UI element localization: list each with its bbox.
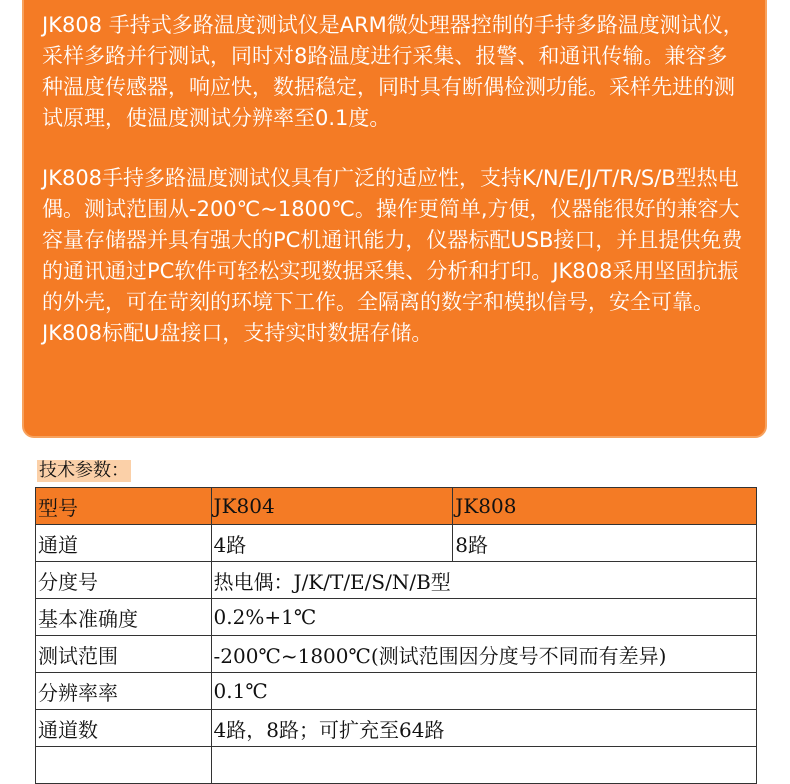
intro-panel [22, 0, 767, 438]
row-label-cell: 分辨率率 [36, 673, 212, 710]
table-row [36, 562, 757, 599]
row-label-cell: 测试范围 [36, 636, 212, 673]
table-row [36, 747, 757, 784]
row-value-cell: 0.2%+1℃ [211, 599, 756, 636]
header-label-cell: 型号 [36, 488, 212, 525]
table-row [36, 525, 757, 562]
row-label-cell: 基本准确度 [36, 599, 212, 636]
row-value-cell: 热电偶：J/K/T/E/S/N/B型 [211, 562, 756, 599]
table-row [36, 636, 757, 673]
row-value-cell: 8路 [453, 525, 757, 562]
header-model-2-cell: JK808 [453, 488, 757, 525]
row-label-cell [36, 747, 212, 784]
table-header-row [36, 488, 757, 525]
intro-paragraph-1: JK808 手持式多路温度测试仪是ARM微处理器控制的手持多路温度测试仪，采样多路并行测试，同时对8路温度进行采集、报警、和通讯传输。兼容多种温度传感器，响应快，数据稳定，同时具有断偶检测功能。采样先进的测试原理，使温度测试分辨率至0.1度。 [42, 13, 744, 130]
row-value-cell [211, 747, 756, 784]
intro-paragraph-2: JK808手持多路温度测试仪具有广泛的适应性，支持K/N/E/J/T/R/S/B型热电偶。测试范围从-200℃~1800℃。操作更简单,方便，仪器能很好的兼容大容量存储器并具有强大的PC机通讯能力，仪器标配USB接口，并且提供免费的通讯通过PC软件可轻松实现数据采集、分析和打印。JK808采用坚固抗振的外壳，可在苛刻的环境下工作。全隔离的数字和模拟信号，安全可靠。JK808标配U盘接口，支持实时数据存储。 [42, 166, 743, 345]
row-value-cell: 4路，8路；可扩充至64路 [211, 710, 756, 747]
row-value-cell: 4路 [211, 525, 453, 562]
row-value-cell: 0.1℃ [211, 673, 756, 710]
row-label-cell: 通道数 [36, 710, 212, 747]
spec-heading: 技术参数： [39, 460, 129, 481]
table-row [36, 599, 757, 636]
table-row [36, 710, 757, 747]
table-row [36, 673, 757, 710]
row-label-cell: 通道 [36, 525, 212, 562]
row-value-cell: -200℃~1800℃(测试范围因分度号不同而有差异) [211, 636, 756, 673]
spec-table [35, 487, 757, 784]
row-label-cell: 分度号 [36, 562, 212, 599]
header-model-1-cell: JK804 [211, 488, 453, 525]
